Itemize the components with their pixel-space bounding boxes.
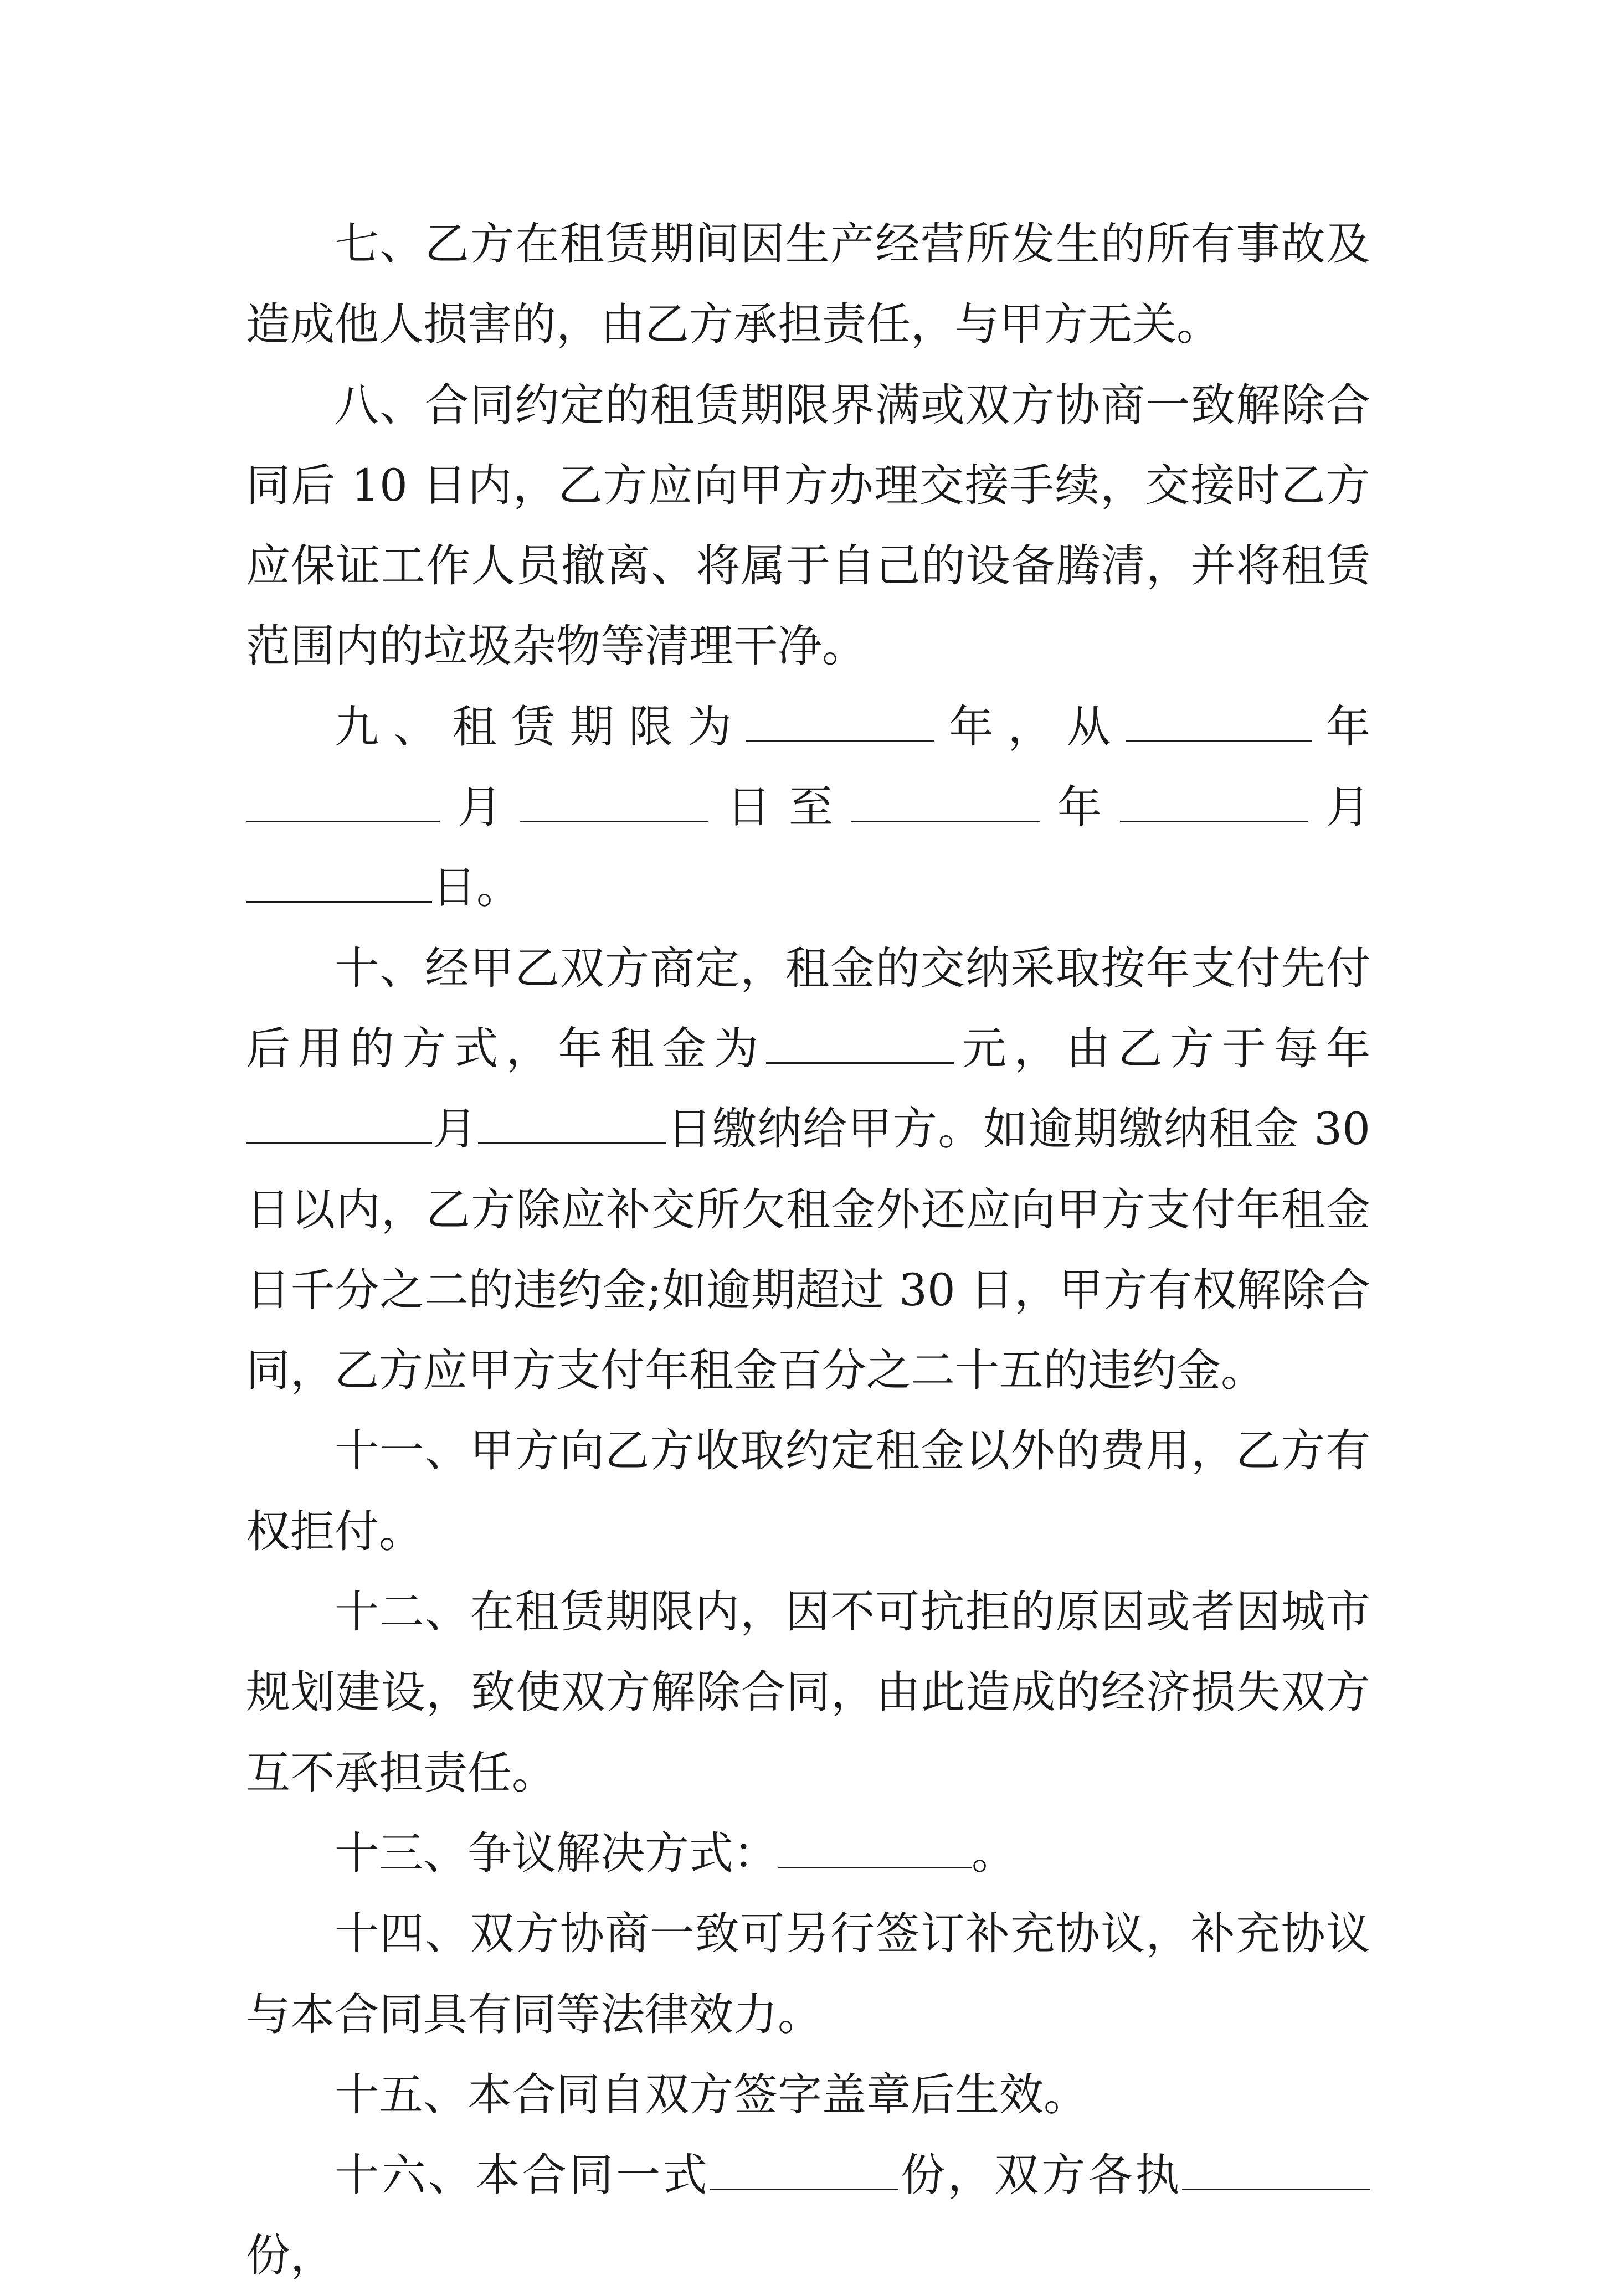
clause-10-text: 十、经甲乙双方商定，租金的交纳采取按年支付先付后用的方式，年租金为 [246, 942, 1370, 1074]
clause-7: 七、乙方在租赁期间因生产经营所发生的所有事故及造成他人损害的，由乙方承担责任，与甲方无关。 [246, 218, 1370, 351]
clause-9-text: 月 [1308, 781, 1370, 833]
term-years-blank[interactable] [746, 701, 934, 742]
clause-16 [246, 2135, 1370, 2296]
clause-12: 十二、在租赁期限内，因不可抗拒的原因或者因城市规划建设，致使双方解除合同，由此造成的经济损失双方互不承担责任。 [246, 1586, 1370, 1799]
annual-rent-blank[interactable] [766, 1022, 954, 1064]
payment-day-blank[interactable] [478, 1103, 666, 1144]
clause-9-text: 日至 [708, 781, 851, 833]
clause-9-text: 月 [440, 781, 520, 833]
clause-11: 十一、甲方向乙方收取约定租金以外的费用，乙方有权拒付。 [246, 1425, 1370, 1557]
clause-9-text: 年 [1039, 781, 1120, 833]
copies-total-blank[interactable] [710, 2149, 898, 2190]
start-day-blank[interactable] [520, 781, 708, 822]
clause-13-text: 。 [972, 1827, 1016, 1879]
clause-16-text: 份， [246, 2230, 335, 2282]
clause-16-text: 十六、本合同一式 [335, 2149, 710, 2201]
clause-16-text: 份，双方各执 [898, 2149, 1183, 2201]
clause-10-text: 元，由乙方于每年 [954, 1022, 1371, 1074]
end-year-blank[interactable] [851, 781, 1040, 822]
clause-14: 十四、双方协商一致可另行签订补充协议，补充协议与本合同具有同等法律效力。 [246, 1908, 1370, 2040]
clause-9-text: 日。 [432, 862, 521, 914]
clause-9-text: 年 [1311, 701, 1371, 753]
payment-month-blank[interactable] [246, 1103, 432, 1144]
contract-page [246, 204, 1370, 2296]
clause-8: 八、合同约定的租赁期限界满或双方协商一致解除合同后 10 日内，乙方应向甲方办理交接手续，交接时乙方应保证工作人员撤离、将属于自己的设备腾清，并将租赁范围内的垃圾杂物等清理干净。 [246, 379, 1370, 672]
clause-13-text: 十三、争议解决方式： [335, 1827, 778, 1879]
end-day-blank[interactable] [246, 861, 432, 903]
clause-9-text: 九、租赁期限为 [335, 701, 747, 753]
clause-9-text: 年，从 [934, 701, 1126, 753]
clause-10-text: 日缴纳给甲方。如逾期缴纳租金 30 日以内，乙方除应补交所欠租金外还应向甲方支付年租金日千分之二的违约金;如逾期超过 30 日，甲方有权解除合同，乙方应甲方支付年租金百分之二十五的违约金。 [246, 1103, 1371, 1397]
clause-13 [246, 1813, 1370, 1893]
clause-10-text: 月 [432, 1103, 478, 1155]
clause-10 [246, 928, 1370, 1411]
clause-15: 十五、本合同自双方签字盖章后生效。 [335, 2068, 1088, 2120]
start-year-blank[interactable] [1126, 701, 1312, 742]
end-month-blank[interactable] [1120, 781, 1308, 822]
dispute-resolution-blank[interactable] [778, 1827, 972, 1868]
clause-9 [246, 687, 1370, 928]
start-month-blank[interactable] [246, 781, 440, 822]
copies-each-blank[interactable] [1182, 2149, 1370, 2190]
